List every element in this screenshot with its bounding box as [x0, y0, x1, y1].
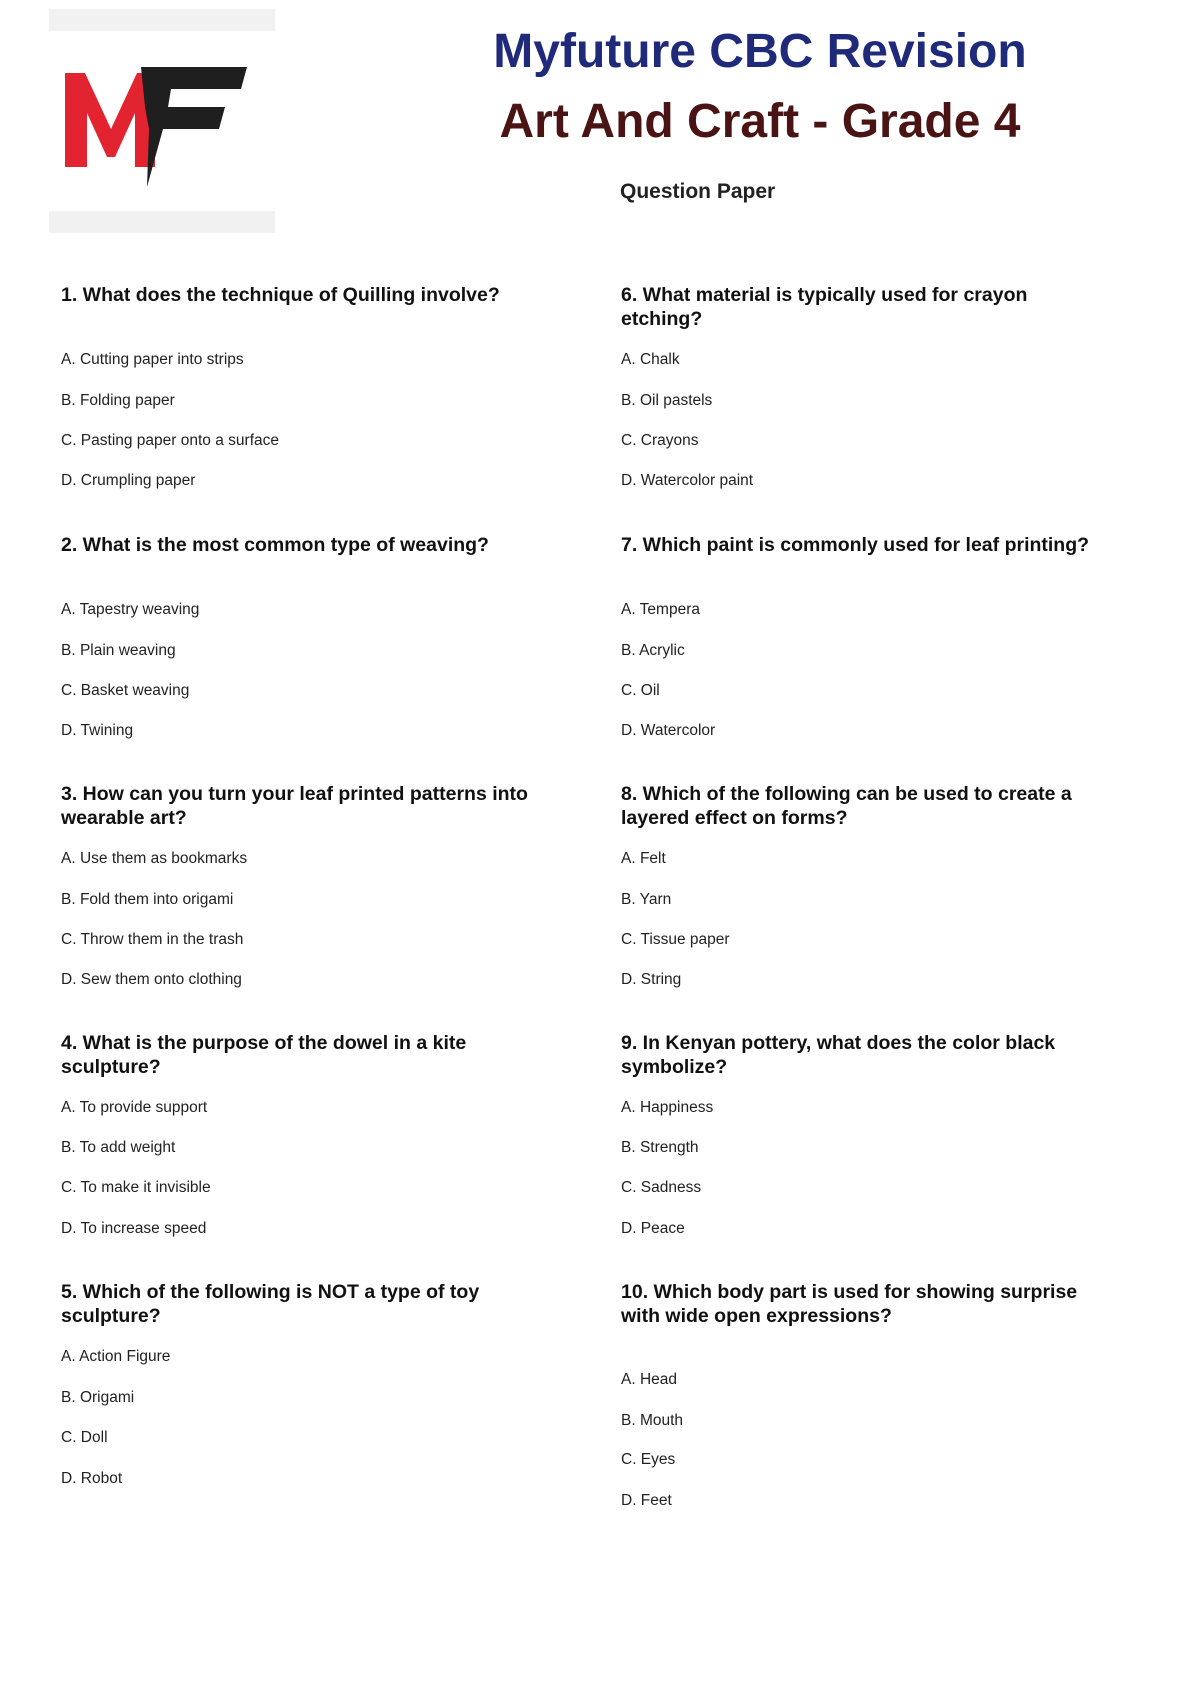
- logo: [49, 9, 275, 233]
- option: A. Use them as bookmarks: [61, 850, 248, 867]
- option: C. Crayons: [621, 432, 699, 449]
- option: D. Watercolor paint: [621, 472, 754, 489]
- option: B. Plain weaving: [61, 642, 176, 659]
- question-text: 7. Which paint is commonly used for leaf printing?: [621, 534, 1090, 556]
- option: D. Crumpling paper: [61, 472, 196, 489]
- option: B. To add weight: [61, 1139, 176, 1156]
- question-text: 8. Which of the following can be used to create a layered effect on forms?: [621, 783, 1072, 829]
- option: D. Robot: [61, 1470, 123, 1487]
- option: A. Action Figure: [61, 1348, 171, 1365]
- option: A. To provide support: [61, 1099, 208, 1116]
- option: B. Oil pastels: [621, 392, 713, 409]
- option: A. Cutting paper into strips: [61, 351, 244, 368]
- question-block: [621, 782, 1091, 988]
- question-block: [61, 283, 531, 489]
- option: A. Tapestry weaving: [61, 601, 200, 618]
- option: B. Origami: [61, 1389, 135, 1406]
- question-block: [621, 533, 1091, 739]
- paper-label: Question Paper: [620, 180, 776, 203]
- question-text: 4. What is the purpose of the dowel in a kite sculpture?: [61, 1032, 467, 1078]
- option: B. Strength: [621, 1139, 699, 1156]
- option: D. Sew them onto clothing: [61, 971, 242, 988]
- question-text: 9. In Kenyan pottery, what does the color black symbolize?: [621, 1032, 1056, 1078]
- option: B. Yarn: [621, 891, 672, 908]
- option: C. Doll: [61, 1429, 108, 1446]
- page-title: Myfuture CBC Revision: [493, 25, 1027, 78]
- option: D. Feet: [621, 1492, 672, 1509]
- question-block: [61, 1280, 531, 1487]
- option: C. To make it invisible: [61, 1179, 211, 1196]
- question-text: 10. Which body part is used for showing surprise with wide open expressions?: [621, 1281, 1078, 1327]
- option: A. Head: [621, 1371, 678, 1388]
- option: C. Throw them in the trash: [61, 931, 244, 948]
- logo-bottom-strip: [49, 211, 275, 233]
- question-block: [621, 1031, 1091, 1237]
- option: C. Oil: [621, 682, 660, 699]
- question-block: [621, 1280, 1091, 1509]
- question-block: [61, 1031, 531, 1237]
- question-text: 6. What material is typically used for crayon etching?: [621, 284, 1028, 330]
- page-subtitle: Art And Craft - Grade 4: [499, 95, 1021, 148]
- mf-logo-icon: [65, 67, 265, 187]
- option: C. Basket weaving: [61, 682, 190, 699]
- option: C. Sadness: [621, 1179, 702, 1196]
- option: B. Fold them into origami: [61, 891, 234, 908]
- option: D. To increase speed: [61, 1220, 207, 1237]
- option: A. Tempera: [621, 601, 700, 618]
- option: D. String: [621, 971, 682, 988]
- option: C. Pasting paper onto a surface: [61, 432, 279, 449]
- question-text: 2. What is the most common type of weaving?: [61, 534, 489, 556]
- option: A. Chalk: [621, 351, 680, 368]
- question-text: 1. What does the technique of Quilling involve?: [61, 284, 500, 306]
- option: D. Peace: [621, 1220, 685, 1237]
- option: D. Watercolor: [621, 722, 716, 739]
- option: C. Eyes: [621, 1451, 676, 1468]
- option: B. Folding paper: [61, 392, 175, 409]
- question-text: 3. How can you turn your leaf printed patterns into wearable art?: [61, 783, 528, 829]
- option: D. Twining: [61, 722, 134, 739]
- question-block: [61, 782, 531, 988]
- option: B. Mouth: [621, 1412, 684, 1429]
- question-block: [61, 533, 531, 739]
- logo-top-strip: [49, 9, 275, 31]
- option: A. Happiness: [621, 1099, 714, 1116]
- option: C. Tissue paper: [621, 931, 730, 948]
- question-block: [621, 283, 1091, 489]
- option: B. Acrylic: [621, 642, 685, 659]
- option: A. Felt: [621, 850, 666, 867]
- question-text: 5. Which of the following is NOT a type of toy sculpture?: [61, 1281, 480, 1327]
